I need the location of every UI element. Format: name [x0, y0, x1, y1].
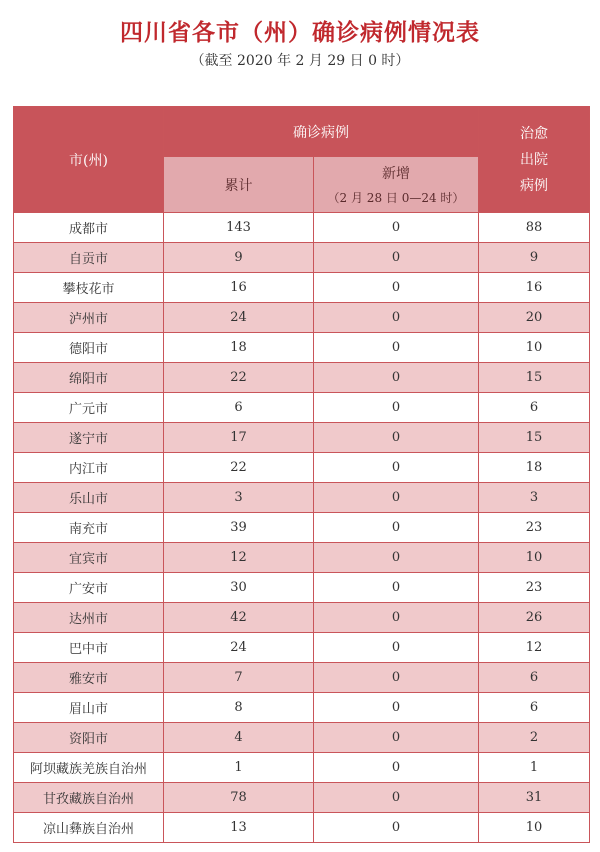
cured-cell: 16 [479, 273, 590, 303]
city-cell: 遂宁市 [14, 423, 164, 453]
new-cell: 0 [314, 513, 479, 543]
new-cell: 0 [314, 543, 479, 573]
new-cell: 0 [314, 303, 479, 333]
header-confirmed-group: 确诊病例 [164, 107, 479, 157]
new-cell: 0 [314, 723, 479, 753]
cumulative-cell: 24 [164, 303, 314, 333]
cured-cell: 88 [479, 213, 590, 243]
cured-cell: 6 [479, 693, 590, 723]
new-cell: 0 [314, 333, 479, 363]
table-row [14, 633, 590, 663]
cumulative-cell: 4 [164, 723, 314, 753]
cumulative-cell: 9 [164, 243, 314, 273]
city-cell: 自贡市 [14, 243, 164, 273]
table-row [14, 543, 590, 573]
table-row [14, 693, 590, 723]
new-cell: 0 [314, 483, 479, 513]
cases-table [13, 106, 590, 843]
new-cell: 0 [314, 663, 479, 693]
cured-cell: 31 [479, 783, 590, 813]
table-row [14, 363, 590, 393]
table-row [14, 453, 590, 483]
table-row [14, 783, 590, 813]
cumulative-cell: 16 [164, 273, 314, 303]
city-cell: 德阳市 [14, 333, 164, 363]
new-cell: 0 [314, 363, 479, 393]
new-cell: 0 [314, 243, 479, 273]
header-cured-line3: 病例 [520, 177, 548, 194]
table-row [14, 513, 590, 543]
cumulative-cell: 78 [164, 783, 314, 813]
table-row [14, 813, 590, 843]
table-row [14, 753, 590, 783]
new-cell: 0 [314, 423, 479, 453]
page-subtitle: （截至 2020 年 2 月 29 日 0 时） [190, 53, 410, 69]
table-row [14, 573, 590, 603]
city-cell: 甘孜藏族自治州 [14, 783, 164, 813]
city-cell: 广安市 [14, 573, 164, 603]
cumulative-cell: 143 [164, 213, 314, 243]
cumulative-cell: 17 [164, 423, 314, 453]
cured-cell: 26 [479, 603, 590, 633]
cumulative-cell: 1 [164, 753, 314, 783]
cured-cell: 6 [479, 663, 590, 693]
new-cell: 0 [314, 813, 479, 843]
table-row [14, 273, 590, 303]
cured-cell: 1 [479, 753, 590, 783]
new-cell: 0 [314, 753, 479, 783]
table-row [14, 663, 590, 693]
new-cell: 0 [314, 693, 479, 723]
cured-cell: 15 [479, 363, 590, 393]
table-header [14, 107, 590, 213]
cumulative-cell: 30 [164, 573, 314, 603]
table-row [14, 213, 590, 243]
city-cell: 内江市 [14, 453, 164, 483]
header-cumulative: 累计 [164, 157, 314, 213]
cured-cell: 23 [479, 513, 590, 543]
new-cell: 0 [314, 213, 479, 243]
city-cell: 广元市 [14, 393, 164, 423]
cumulative-cell: 7 [164, 663, 314, 693]
city-cell: 达州市 [14, 603, 164, 633]
city-cell: 成都市 [14, 213, 164, 243]
city-cell: 雅安市 [14, 663, 164, 693]
city-cell: 南充市 [14, 513, 164, 543]
table-row [14, 243, 590, 273]
page-title: 四川省各市（州）确诊病例情况表 [120, 19, 480, 46]
cured-cell: 15 [479, 423, 590, 453]
header-cured [479, 107, 590, 213]
new-cell: 0 [314, 783, 479, 813]
cured-cell: 2 [479, 723, 590, 753]
city-cell: 宜宾市 [14, 543, 164, 573]
cumulative-cell: 6 [164, 393, 314, 423]
header-new-range: （2 月 28 日 0—24 时） [327, 191, 465, 205]
new-cell: 0 [314, 573, 479, 603]
cumulative-cell: 42 [164, 603, 314, 633]
cured-cell: 10 [479, 543, 590, 573]
header-new-label: 新增 [382, 166, 410, 182]
cured-cell: 3 [479, 483, 590, 513]
table-row [14, 603, 590, 633]
cumulative-cell: 3 [164, 483, 314, 513]
cured-cell: 23 [479, 573, 590, 603]
city-cell: 资阳市 [14, 723, 164, 753]
city-cell: 巴中市 [14, 633, 164, 663]
table-row [14, 393, 590, 423]
new-cell: 0 [314, 603, 479, 633]
new-cell: 0 [314, 453, 479, 483]
cumulative-cell: 24 [164, 633, 314, 663]
table-row [14, 333, 590, 363]
table-row [14, 483, 590, 513]
header-cured-line1: 治愈 [520, 125, 548, 142]
cured-cell: 9 [479, 243, 590, 273]
city-cell: 绵阳市 [14, 363, 164, 393]
city-cell: 乐山市 [14, 483, 164, 513]
table-row [14, 423, 590, 453]
cumulative-cell: 12 [164, 543, 314, 573]
city-cell: 阿坝藏族羌族自治州 [14, 753, 164, 783]
header-new [314, 157, 479, 213]
table-row [14, 723, 590, 753]
cured-cell: 10 [479, 813, 590, 843]
cured-cell: 20 [479, 303, 590, 333]
cured-cell: 18 [479, 453, 590, 483]
cumulative-cell: 18 [164, 333, 314, 363]
cured-cell: 12 [479, 633, 590, 663]
city-cell: 眉山市 [14, 693, 164, 723]
cured-cell: 10 [479, 333, 590, 363]
cumulative-cell: 39 [164, 513, 314, 543]
city-cell: 凉山彝族自治州 [14, 813, 164, 843]
header-cured-line2: 出院 [520, 151, 548, 168]
new-cell: 0 [314, 393, 479, 423]
table-body [14, 213, 590, 843]
cumulative-cell: 8 [164, 693, 314, 723]
city-cell: 攀枝花市 [14, 273, 164, 303]
city-cell: 泸州市 [14, 303, 164, 333]
table-row [14, 303, 590, 333]
header-city: 市(州) [14, 107, 164, 213]
cured-cell: 6 [479, 393, 590, 423]
cumulative-cell: 13 [164, 813, 314, 843]
new-cell: 0 [314, 633, 479, 663]
cumulative-cell: 22 [164, 363, 314, 393]
new-cell: 0 [314, 273, 479, 303]
cumulative-cell: 22 [164, 453, 314, 483]
